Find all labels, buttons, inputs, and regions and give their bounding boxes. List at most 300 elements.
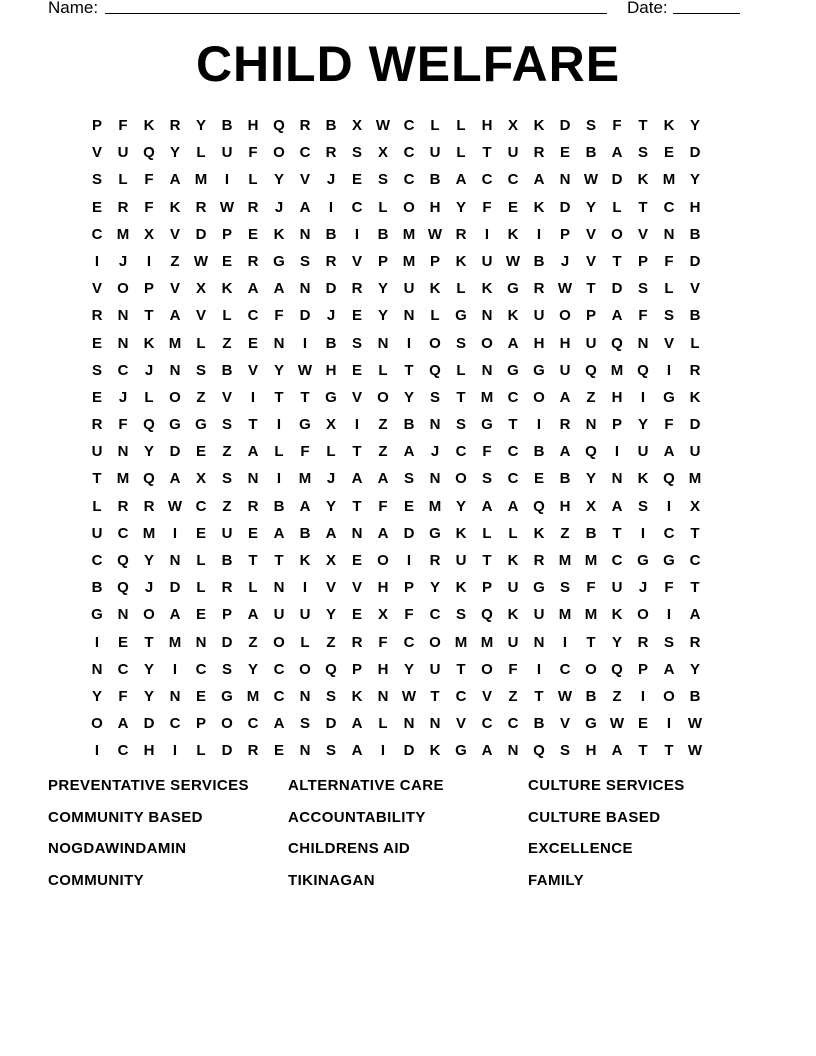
grid-letter: L <box>196 144 206 162</box>
grid-letter: A <box>169 606 181 624</box>
grid-letter: R <box>533 144 545 162</box>
grid-letter: R <box>117 497 129 515</box>
grid-letter: T <box>482 144 492 162</box>
grid-letter: E <box>559 144 570 162</box>
grid-letter: C <box>117 660 129 678</box>
grid-letter: H <box>559 334 571 352</box>
grid-letter: C <box>169 715 181 733</box>
grid-letter: O <box>143 606 155 624</box>
grid-letter: N <box>481 361 493 379</box>
grid-letter: Y <box>91 687 102 705</box>
grid-letter: T <box>404 361 414 379</box>
grid-letter: I <box>666 361 672 379</box>
grid-letter: I <box>146 252 152 270</box>
grid-letter: C <box>663 198 675 216</box>
grid-letter: Q <box>429 361 441 379</box>
grid-letter: I <box>640 524 646 542</box>
grid-letter: Y <box>377 280 388 298</box>
grid-letter: T <box>638 198 648 216</box>
grid-letter: D <box>403 524 415 542</box>
grid-letter: R <box>559 416 571 434</box>
grid-letter: M <box>194 171 208 189</box>
grid-letter: Q <box>663 470 675 488</box>
grid-letter: A <box>377 524 389 542</box>
grid-letter: D <box>169 579 181 597</box>
grid-letter: Y <box>143 443 154 461</box>
grid-letter: H <box>377 579 389 597</box>
grid-letter: S <box>325 742 336 760</box>
grid-letter: N <box>403 307 415 325</box>
grid-letter: V <box>637 225 648 243</box>
grid-letter: P <box>143 280 154 298</box>
grid-letter: I <box>666 497 672 515</box>
grid-letter: H <box>143 742 155 760</box>
grid-letter: S <box>299 715 310 733</box>
grid-letter: J <box>118 252 128 270</box>
grid-letter: K <box>143 334 155 352</box>
grid-letter: U <box>429 144 441 162</box>
grid-letter: T <box>456 660 466 678</box>
grid-letter: Z <box>612 687 622 705</box>
grid-letter: C <box>247 307 259 325</box>
grid-letter: H <box>325 361 337 379</box>
grid-letter: H <box>377 660 389 678</box>
grid-row <box>84 112 732 139</box>
grid-letter: G <box>273 252 285 270</box>
grid-letter: H <box>611 388 623 406</box>
grid-letter: I <box>172 524 178 542</box>
grid-letter: I <box>640 687 646 705</box>
grid-letter: G <box>585 715 597 733</box>
grid-row <box>84 493 732 520</box>
grid-letter: Q <box>143 470 155 488</box>
grid-letter: V <box>91 280 102 298</box>
grid-letter: T <box>274 388 284 406</box>
grid-letter: Y <box>403 388 414 406</box>
grid-letter: U <box>507 144 519 162</box>
grid-letter: K <box>273 225 285 243</box>
grid-letter: S <box>637 497 648 515</box>
grid-letter: S <box>377 171 388 189</box>
grid-letter: U <box>221 524 233 542</box>
grid-letter: Z <box>248 633 258 651</box>
grid-letter: I <box>224 171 230 189</box>
grid-letter: N <box>299 225 311 243</box>
grid-letter: M <box>428 497 442 515</box>
word-list-item: CULTURE BASED <box>528 808 661 826</box>
grid-letter: I <box>354 416 360 434</box>
grid-letter: K <box>481 280 493 298</box>
grid-row <box>84 330 732 357</box>
grid-letter: S <box>637 144 648 162</box>
grid-letter: A <box>611 307 623 325</box>
grid-letter: I <box>328 198 334 216</box>
grid-letter: B <box>689 687 701 705</box>
grid-letter: U <box>507 579 519 597</box>
word-list <box>48 776 768 891</box>
grid-row <box>84 683 732 710</box>
grid-letter: Q <box>143 416 155 434</box>
grid-letter: M <box>558 552 572 569</box>
grid-letter: I <box>94 252 100 270</box>
name-label: Name: <box>48 0 99 17</box>
grid-letter: Q <box>325 660 337 678</box>
grid-letter: R <box>351 633 363 651</box>
grid-letter: S <box>663 307 674 325</box>
grid-letter: T <box>664 742 674 760</box>
grid-letter: W <box>557 687 573 705</box>
date-line <box>673 13 740 14</box>
grid-letter: U <box>117 144 129 162</box>
grid-letter: O <box>663 687 675 705</box>
grid-letter: Q <box>533 497 545 515</box>
grid-letter: G <box>663 388 675 406</box>
grid-letter: B <box>221 361 233 379</box>
grid-letter: E <box>247 225 258 243</box>
grid-letter: S <box>663 633 674 651</box>
grid-letter: H <box>481 117 493 134</box>
grid-letter: A <box>663 443 675 461</box>
grid-letter: E <box>91 198 102 216</box>
grid-letter: E <box>663 144 674 162</box>
grid-letter: K <box>299 552 311 569</box>
grid-letter: Z <box>560 524 570 542</box>
grid-letter: E <box>351 606 362 624</box>
grid-letter: A <box>559 443 571 461</box>
grid-letter: Z <box>170 252 180 270</box>
grid-letter: V <box>585 252 596 270</box>
grid-letter: T <box>352 497 362 515</box>
grid-letter: D <box>689 416 701 434</box>
grid-letter: H <box>247 117 259 134</box>
grid-letter: G <box>455 742 467 760</box>
grid-letter: D <box>689 252 701 270</box>
grid-letter: L <box>248 171 258 189</box>
grid-letter: B <box>533 443 545 461</box>
grid-letter: F <box>378 497 388 515</box>
grid-letter: U <box>221 144 233 162</box>
grid-letter: N <box>351 524 363 542</box>
grid-row <box>84 547 732 574</box>
grid-letter: N <box>117 606 129 624</box>
header <box>48 0 748 19</box>
grid-letter: L <box>196 742 206 760</box>
grid-letter: Y <box>169 144 180 162</box>
grid-letter: G <box>533 579 545 597</box>
grid-letter: A <box>455 171 467 189</box>
grid-letter: U <box>533 307 545 325</box>
word-list-item: CULTURE SERVICES <box>528 777 685 794</box>
grid-letter: L <box>430 307 440 325</box>
grid-letter: Y <box>143 552 154 569</box>
grid-letter: N <box>169 687 181 705</box>
grid-row <box>84 248 732 275</box>
grid-letter: C <box>663 524 675 542</box>
grid-letter: O <box>377 388 389 406</box>
grid-letter: K <box>533 198 545 216</box>
grid-letter: X <box>195 280 206 298</box>
grid-letter: W <box>401 687 417 705</box>
grid-letter: I <box>614 443 620 461</box>
grid-letter: N <box>169 361 181 379</box>
grid-letter: R <box>325 144 337 162</box>
grid-letter: K <box>689 388 701 406</box>
grid-letter: T <box>248 552 258 569</box>
grid-letter: W <box>687 715 703 733</box>
grid-letter: N <box>117 443 129 461</box>
grid-letter: S <box>585 117 596 134</box>
grid-letter: U <box>533 606 545 624</box>
grid-letter: Q <box>585 443 597 461</box>
grid-letter: A <box>169 307 181 325</box>
grid-letter: H <box>533 334 545 352</box>
grid-row <box>84 737 732 764</box>
grid-letter: M <box>142 524 156 542</box>
grid-letter: T <box>92 470 102 488</box>
grid-letter: V <box>351 579 362 597</box>
grid-letter: C <box>91 552 103 569</box>
grid-letter: T <box>430 687 440 705</box>
grid-letter: C <box>507 470 519 488</box>
grid-letter: E <box>247 334 258 352</box>
grid-letter: A <box>611 497 623 515</box>
grid-letter: O <box>403 198 415 216</box>
grid-letter: Z <box>222 334 232 352</box>
grid-letter: V <box>247 361 258 379</box>
grid-letter: C <box>507 388 519 406</box>
grid-letter: Z <box>222 497 232 515</box>
grid-letter: Y <box>273 171 284 189</box>
grid-letter: A <box>117 715 129 733</box>
grid-letter: N <box>299 742 311 760</box>
grid-row <box>84 601 732 628</box>
grid-letter: Z <box>378 416 388 434</box>
grid-letter: V <box>351 388 362 406</box>
grid-letter: S <box>455 334 466 352</box>
grid-letter: L <box>378 361 388 379</box>
grid-letter: C <box>403 144 415 162</box>
grid-letter: K <box>221 280 233 298</box>
grid-letter: T <box>690 579 700 597</box>
grid-letter: L <box>274 443 284 461</box>
grid-letter: S <box>221 416 232 434</box>
grid-letter: U <box>273 606 285 624</box>
grid-letter: F <box>144 198 154 216</box>
grid-letter: K <box>143 117 155 134</box>
grid-letter: A <box>247 606 259 624</box>
grid-letter: C <box>429 606 441 624</box>
grid-letter: C <box>117 742 129 760</box>
grid-letter: O <box>611 225 623 243</box>
grid-letter: B <box>325 225 337 243</box>
grid-letter: J <box>326 171 336 189</box>
grid-letter: F <box>482 443 492 461</box>
grid-letter: M <box>298 470 312 488</box>
grid-letter: Q <box>117 552 129 569</box>
grid-letter: S <box>403 470 414 488</box>
grid-letter: L <box>196 334 206 352</box>
grid-letter: E <box>117 633 128 651</box>
grid-letter: N <box>299 687 311 705</box>
grid-letter: N <box>169 552 181 569</box>
grid-letter: Z <box>196 388 206 406</box>
grid-letter: U <box>455 552 467 569</box>
grid-letter: L <box>144 388 154 406</box>
grid-letter: I <box>302 579 308 597</box>
grid-row <box>84 411 732 438</box>
grid-letter: R <box>117 198 129 216</box>
grid-letter: B <box>559 470 571 488</box>
grid-letter: L <box>456 117 466 134</box>
grid-letter: L <box>456 144 466 162</box>
grid-letter: N <box>429 470 441 488</box>
grid-letter: N <box>481 307 493 325</box>
grid-letter: S <box>455 416 466 434</box>
grid-letter: T <box>586 633 596 651</box>
grid-letter: H <box>429 198 441 216</box>
grid-letter: S <box>91 171 102 189</box>
grid-letter: T <box>482 552 492 569</box>
grid-row <box>84 710 732 737</box>
grid-letter: F <box>404 606 414 624</box>
grid-letter: E <box>247 524 258 542</box>
grid-letter: Y <box>325 606 336 624</box>
grid-letter: R <box>91 307 103 325</box>
grid-letter: T <box>638 742 648 760</box>
grid-letter: O <box>273 633 285 651</box>
grid-letter: F <box>508 660 518 678</box>
word-list-item: ALTERNATIVE CARE <box>288 777 444 794</box>
grid-letter: B <box>689 307 701 325</box>
grid-letter: S <box>221 660 232 678</box>
grid-letter: O <box>481 334 493 352</box>
grid-letter: R <box>221 579 233 597</box>
grid-letter: V <box>195 307 206 325</box>
grid-letter: U <box>429 660 441 678</box>
grid-letter: B <box>533 715 545 733</box>
grid-letter: T <box>248 416 258 434</box>
grid-letter: A <box>169 171 181 189</box>
grid-letter: U <box>299 606 311 624</box>
grid-letter: N <box>377 687 389 705</box>
grid-letter: P <box>221 225 232 243</box>
grid-letter: E <box>221 252 232 270</box>
grid-letter: O <box>585 660 597 678</box>
grid-letter: I <box>666 715 672 733</box>
grid-letter: G <box>91 606 103 624</box>
grid-letter: A <box>559 388 571 406</box>
grid-letter: E <box>273 742 284 760</box>
grid-letter: V <box>299 171 310 189</box>
grid-letter: C <box>403 633 415 651</box>
grid-letter: N <box>429 416 441 434</box>
grid-letter: L <box>664 280 674 298</box>
grid-letter: Y <box>689 660 700 678</box>
grid-row <box>84 629 732 656</box>
word-list-item: ACCOUNTABILITY <box>288 808 426 826</box>
grid-letter: N <box>91 660 103 678</box>
grid-letter: L <box>456 361 466 379</box>
grid-letter: Y <box>585 198 596 216</box>
grid-letter: Y <box>195 117 206 134</box>
grid-letter: E <box>195 524 206 542</box>
grid-letter: S <box>221 470 232 488</box>
grid-letter: E <box>403 497 414 515</box>
grid-letter: D <box>195 225 207 243</box>
word-list-item: COMMUNITY <box>48 871 145 889</box>
grid-letter: P <box>611 416 622 434</box>
grid-letter: Q <box>533 742 545 760</box>
grid-letter: D <box>325 280 337 298</box>
grid-row <box>84 520 732 547</box>
grid-letter: A <box>351 470 363 488</box>
grid-row <box>84 194 732 221</box>
grid-letter: N <box>637 334 649 352</box>
grid-letter: H <box>689 198 701 216</box>
grid-letter: P <box>429 252 440 270</box>
grid-letter: J <box>144 579 154 597</box>
grid-letter: G <box>507 280 519 298</box>
grid-letter: I <box>302 334 308 352</box>
grid-letter: R <box>637 633 649 651</box>
grid-letter: N <box>117 334 129 352</box>
grid-letter: B <box>403 416 415 434</box>
grid-letter: C <box>611 552 623 569</box>
grid-letter: X <box>377 144 388 162</box>
grid-letter: M <box>402 252 416 270</box>
grid-letter: F <box>664 579 674 597</box>
word-list-item: COMMUNITY BASED <box>48 808 203 826</box>
grid-letter: K <box>663 117 675 134</box>
grid-row <box>84 438 732 465</box>
grid-letter: P <box>637 252 648 270</box>
grid-letter: A <box>377 470 389 488</box>
grid-letter: P <box>91 117 102 134</box>
grid-letter: I <box>172 660 178 678</box>
grid-letter: I <box>172 742 178 760</box>
grid-letter: W <box>297 361 313 379</box>
grid-letter: X <box>377 606 388 624</box>
grid-letter: S <box>351 144 362 162</box>
grid-letter: K <box>637 470 649 488</box>
grid-letter: B <box>377 225 389 243</box>
grid-letter: A <box>611 742 623 760</box>
grid-letter: P <box>481 579 492 597</box>
grid-letter: C <box>455 687 467 705</box>
grid-letter: U <box>559 361 571 379</box>
grid-letter: Q <box>637 361 649 379</box>
grid-row <box>84 357 732 384</box>
grid-letter: U <box>91 524 103 542</box>
grid-letter: K <box>507 307 519 325</box>
grid-letter: K <box>507 225 519 243</box>
grid-letter: V <box>559 715 570 733</box>
grid-letter: V <box>663 334 674 352</box>
grid-letter: Y <box>689 171 700 189</box>
grid-letter: C <box>273 687 285 705</box>
grid-letter: S <box>299 252 310 270</box>
grid-letter: R <box>325 252 337 270</box>
grid-letter: Q <box>273 117 285 134</box>
grid-letter: Q <box>117 579 129 597</box>
grid-letter: E <box>91 334 102 352</box>
grid-letter: X <box>585 497 596 515</box>
grid-letter: S <box>481 470 492 488</box>
name-line <box>105 13 607 14</box>
grid-letter: K <box>429 280 441 298</box>
grid-letter: N <box>117 307 129 325</box>
grid-letter: G <box>507 361 519 379</box>
